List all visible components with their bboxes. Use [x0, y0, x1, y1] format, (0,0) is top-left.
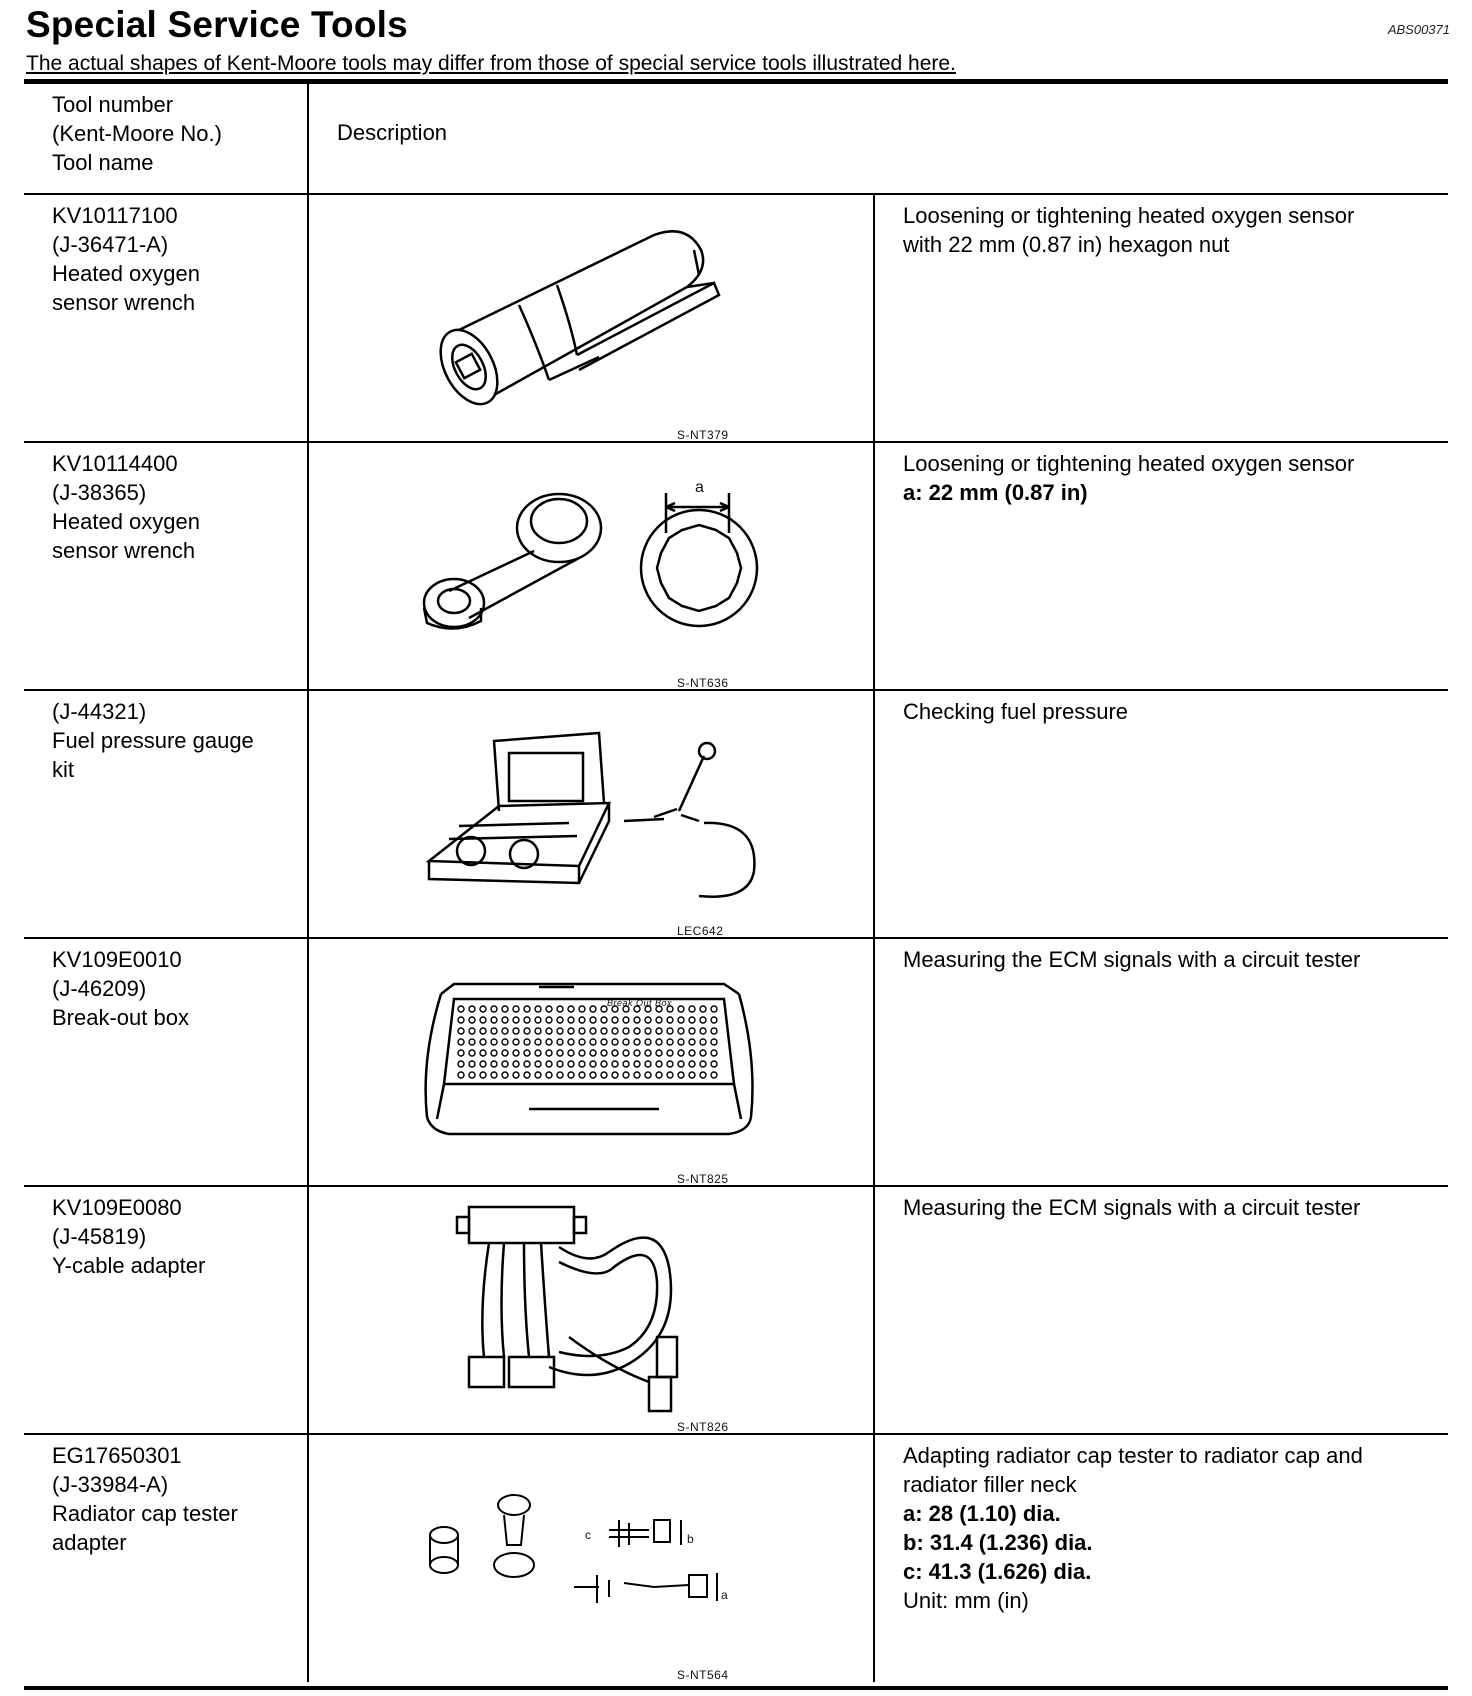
illustration-cell — [308, 690, 874, 938]
pin-hole — [458, 1072, 464, 1078]
pin-hole — [612, 1039, 618, 1045]
pin-hole — [612, 1061, 618, 1067]
ring-wrench-icon — [309, 443, 875, 687]
pin-hole — [612, 1050, 618, 1056]
pin-hole — [689, 1006, 695, 1012]
tool-cell — [24, 442, 308, 690]
pin-hole — [623, 1039, 629, 1045]
bottom-rule — [24, 1686, 1448, 1690]
pin-hole — [711, 1050, 717, 1056]
tool-name: sensor wrench — [52, 290, 196, 315]
image-code: S-NT826 — [677, 1420, 729, 1434]
pin-hole — [601, 1028, 607, 1034]
tool-name: Break-out box — [52, 1005, 189, 1030]
table-row — [24, 1434, 1448, 1682]
pin-hole — [568, 1017, 574, 1023]
pin-hole — [535, 1072, 541, 1078]
pin-hole — [458, 1039, 464, 1045]
pin-hole — [645, 1039, 651, 1045]
description-line: Measuring the ECM signals with a circuit tester — [903, 1195, 1361, 1220]
description-cell — [874, 442, 1448, 690]
tool-name: Radiator cap tester — [52, 1501, 238, 1526]
pin-hole — [689, 1028, 695, 1034]
tool-number: KV109E0080 — [52, 1195, 182, 1220]
pin-hole — [678, 1050, 684, 1056]
pin-hole — [656, 1028, 662, 1034]
pin-hole — [590, 1061, 596, 1067]
dimension-spec: c: 41.3 (1.626) dia. — [903, 1559, 1092, 1584]
pin-hole — [689, 1072, 695, 1078]
description-line: Loosening or tightening heated oxygen sensor — [903, 451, 1355, 476]
dimension-label: a — [695, 479, 705, 496]
pin-hole — [590, 1050, 596, 1056]
pin-hole — [678, 1028, 684, 1034]
pin-hole — [590, 1006, 596, 1012]
pin-hole — [579, 1039, 585, 1045]
pin-hole — [579, 1006, 585, 1012]
pin-hole — [513, 1061, 519, 1067]
pin-hole — [502, 1072, 508, 1078]
pin-hole — [535, 1039, 541, 1045]
pin-hole — [568, 1061, 574, 1067]
pin-hole — [689, 1017, 695, 1023]
tool-cell — [24, 1186, 308, 1434]
pin-hole — [667, 1072, 673, 1078]
pin-hole — [634, 1050, 640, 1056]
pin-hole — [634, 1061, 640, 1067]
pin-hole — [711, 1028, 717, 1034]
pin-hole — [623, 1050, 629, 1056]
pin-hole — [557, 1061, 563, 1067]
pin-hole — [458, 1006, 464, 1012]
pin-hole — [535, 1028, 541, 1034]
tool-cell — [24, 938, 308, 1186]
pin-hole — [546, 1050, 552, 1056]
pin-hole — [524, 1061, 530, 1067]
tool-number: EG17650301 — [52, 1443, 182, 1468]
page-title: Special Service Tools — [26, 4, 408, 45]
break-out-box-icon — [309, 939, 875, 1183]
pin-hole — [700, 1017, 706, 1023]
pin-hole — [480, 1061, 486, 1067]
pin-hole — [469, 1072, 475, 1078]
pin-hole — [524, 1006, 530, 1012]
tool-number: KV10117100 — [52, 203, 178, 228]
pin-hole — [590, 1039, 596, 1045]
pin-hole — [502, 1028, 508, 1034]
pin-hole — [656, 1050, 662, 1056]
pin-hole — [689, 1061, 695, 1067]
pin-hole — [546, 1039, 552, 1045]
pin-hole — [700, 1072, 706, 1078]
cap-adapter-icon — [309, 1435, 875, 1679]
pin-hole — [469, 1006, 475, 1012]
pin-hole — [623, 1072, 629, 1078]
pin-hole — [458, 1028, 464, 1034]
pin-hole — [557, 1039, 563, 1045]
pin-hole — [711, 1006, 717, 1012]
illustration-cell — [308, 938, 874, 1186]
pin-hole — [491, 1039, 497, 1045]
illustration-cell — [308, 1186, 874, 1434]
pin-hole — [469, 1061, 475, 1067]
pin-hole — [667, 1050, 673, 1056]
pin-hole — [491, 1006, 497, 1012]
pin-hole — [689, 1050, 695, 1056]
pin-hole — [513, 1039, 519, 1045]
socket-wrench-icon — [309, 195, 875, 439]
header-description: Description — [308, 84, 1448, 194]
tool-number: KV10114400 — [52, 451, 178, 476]
pin-hole — [469, 1039, 475, 1045]
pin-hole — [513, 1028, 519, 1034]
unit-note: Unit: mm (in) — [903, 1588, 1029, 1613]
pin-hole — [480, 1039, 486, 1045]
pin-hole — [656, 1072, 662, 1078]
illustration-cell — [308, 194, 874, 442]
pin-hole — [601, 1061, 607, 1067]
pin-hole — [700, 1028, 706, 1034]
pin-hole — [634, 1039, 640, 1045]
description-cell — [874, 1434, 1448, 1682]
pin-hole — [568, 1006, 574, 1012]
pin-hole — [601, 1050, 607, 1056]
tool-cell — [24, 690, 308, 938]
header-tool-column — [24, 84, 308, 194]
table-row — [24, 938, 1448, 1186]
pin-hole — [568, 1050, 574, 1056]
table-row — [24, 194, 1448, 442]
dimension-label: b — [687, 1532, 695, 1546]
pin-hole — [590, 1072, 596, 1078]
kent-moore-number: (J-44321) — [52, 699, 147, 724]
kent-moore-number: (J-45819) — [52, 1224, 147, 1249]
pin-hole — [557, 1072, 563, 1078]
kent-moore-number: (J-33984-A) — [52, 1472, 169, 1497]
header-row — [24, 84, 1448, 194]
image-code: S-NT636 — [677, 676, 729, 690]
pin-hole — [700, 1061, 706, 1067]
pin-hole — [579, 1061, 585, 1067]
pin-hole — [502, 1061, 508, 1067]
dimension-label: c — [585, 1528, 592, 1542]
pin-hole — [469, 1050, 475, 1056]
table-row — [24, 690, 1448, 938]
pin-hole — [546, 1061, 552, 1067]
tool-name: adapter — [52, 1530, 127, 1555]
y-cable-icon — [309, 1187, 875, 1431]
kent-moore-number: (J-36471-A) — [52, 232, 169, 257]
pin-grid — [458, 1006, 717, 1078]
pin-hole — [480, 1006, 486, 1012]
table-row — [24, 1186, 1448, 1434]
description-line: Checking fuel pressure — [903, 699, 1129, 724]
pin-hole — [678, 1072, 684, 1078]
pin-hole — [502, 1017, 508, 1023]
pin-hole — [645, 1072, 651, 1078]
tools-table — [24, 84, 1448, 1682]
pin-hole — [513, 1017, 519, 1023]
tool-name: kit — [52, 757, 74, 782]
pin-hole — [711, 1039, 717, 1045]
header-tool-line: (Kent-Moore No.) — [52, 121, 222, 146]
description-cell — [874, 194, 1448, 442]
pin-hole — [546, 1017, 552, 1023]
pin-hole — [480, 1028, 486, 1034]
image-code: S-NT564 — [677, 1668, 729, 1682]
pin-hole — [546, 1072, 552, 1078]
pin-hole — [634, 1072, 640, 1078]
pin-hole — [491, 1050, 497, 1056]
pin-hole — [469, 1017, 475, 1023]
kent-moore-number: (J-46209) — [52, 976, 147, 1001]
pin-hole — [645, 1028, 651, 1034]
pin-hole — [535, 1017, 541, 1023]
dimension-spec: b: 31.4 (1.236) dia. — [903, 1530, 1093, 1555]
pin-hole — [546, 1006, 552, 1012]
pin-hole — [513, 1072, 519, 1078]
pin-hole — [491, 1028, 497, 1034]
pin-hole — [535, 1006, 541, 1012]
pin-hole — [689, 1039, 695, 1045]
pin-hole — [579, 1050, 585, 1056]
pin-hole — [601, 1072, 607, 1078]
pin-hole — [623, 1061, 629, 1067]
pin-hole — [678, 1017, 684, 1023]
dimension-label: a — [721, 1588, 729, 1602]
image-code: LEC642 — [677, 924, 724, 938]
pin-hole — [700, 1039, 706, 1045]
pin-hole — [458, 1017, 464, 1023]
document-code: ABS00371 — [1387, 22, 1450, 37]
pin-hole — [546, 1028, 552, 1034]
pin-hole — [612, 1072, 618, 1078]
pin-hole — [502, 1050, 508, 1056]
pin-hole — [568, 1028, 574, 1034]
pin-hole — [645, 1061, 651, 1067]
pin-hole — [601, 1039, 607, 1045]
pin-hole — [645, 1050, 651, 1056]
tool-name: Heated oxygen — [52, 261, 200, 286]
tool-name: Heated oxygen — [52, 509, 200, 534]
pin-hole — [524, 1050, 530, 1056]
table-row — [24, 442, 1448, 690]
pin-hole — [458, 1061, 464, 1067]
pin-hole — [667, 1028, 673, 1034]
pin-hole — [513, 1006, 519, 1012]
pin-hole — [513, 1050, 519, 1056]
tool-name: Y-cable adapter — [52, 1253, 206, 1278]
tool-name: Fuel pressure gauge — [52, 728, 254, 753]
pin-hole — [491, 1072, 497, 1078]
pin-hole — [590, 1017, 596, 1023]
pin-hole — [557, 1017, 563, 1023]
pin-hole — [524, 1028, 530, 1034]
tool-cell — [24, 194, 308, 442]
pin-hole — [656, 1061, 662, 1067]
pin-hole — [568, 1072, 574, 1078]
kent-moore-number: (J-38365) — [52, 480, 147, 505]
illustration-cell — [308, 1434, 874, 1682]
dimension-spec: a: 22 mm (0.87 in) — [903, 480, 1088, 505]
page-subtitle: The actual shapes of Kent-Moore tools may differ from those of special service tools illustrated here. — [26, 52, 956, 75]
pin-hole — [491, 1017, 497, 1023]
pin-hole — [711, 1072, 717, 1078]
description-line: Adapting radiator cap tester to radiator cap and — [903, 1443, 1363, 1468]
image-code: S-NT379 — [677, 428, 729, 442]
description-line: with 22 mm (0.87 in) hexagon nut — [903, 232, 1230, 257]
pin-hole — [634, 1028, 640, 1034]
pin-hole — [623, 1028, 629, 1034]
pin-hole — [667, 1061, 673, 1067]
pin-hole — [678, 1006, 684, 1012]
tool-name: sensor wrench — [52, 538, 196, 563]
pin-hole — [579, 1072, 585, 1078]
pin-hole — [502, 1039, 508, 1045]
pin-hole — [458, 1050, 464, 1056]
panel-label: Break Out Box — [607, 998, 673, 1008]
pin-hole — [667, 1039, 673, 1045]
description-cell — [874, 1186, 1448, 1434]
pin-hole — [491, 1061, 497, 1067]
pin-hole — [700, 1050, 706, 1056]
pin-hole — [557, 1006, 563, 1012]
pin-hole — [656, 1039, 662, 1045]
pin-hole — [524, 1017, 530, 1023]
pin-hole — [469, 1028, 475, 1034]
pin-hole — [480, 1017, 486, 1023]
pin-hole — [700, 1006, 706, 1012]
header-tool-line: Tool name — [52, 150, 154, 175]
description-line: radiator filler neck — [903, 1472, 1077, 1497]
pin-hole — [535, 1050, 541, 1056]
pin-hole — [557, 1050, 563, 1056]
pin-hole — [480, 1072, 486, 1078]
illustration-cell — [308, 442, 874, 690]
pin-hole — [524, 1072, 530, 1078]
image-code: S-NT825 — [677, 1172, 729, 1186]
pin-hole — [524, 1039, 530, 1045]
pin-hole — [535, 1061, 541, 1067]
header-tool-line: Tool number — [52, 92, 174, 117]
pin-hole — [678, 1061, 684, 1067]
tool-number: KV109E0010 — [52, 947, 182, 972]
pin-hole — [678, 1039, 684, 1045]
pin-hole — [502, 1006, 508, 1012]
description-cell — [874, 690, 1448, 938]
pin-hole — [612, 1028, 618, 1034]
pin-hole — [480, 1050, 486, 1056]
description-line: Loosening or tightening heated oxygen sensor — [903, 203, 1355, 228]
description-line: Measuring the ECM signals with a circuit tester — [903, 947, 1361, 972]
pin-hole — [711, 1017, 717, 1023]
pin-hole — [568, 1039, 574, 1045]
tool-cell — [24, 1434, 308, 1682]
gauge-kit-icon — [309, 691, 875, 935]
description-cell — [874, 938, 1448, 1186]
pin-hole — [711, 1061, 717, 1067]
pin-hole — [590, 1028, 596, 1034]
pin-hole — [579, 1028, 585, 1034]
pin-hole — [579, 1017, 585, 1023]
pin-hole — [557, 1028, 563, 1034]
dimension-spec: a: 28 (1.10) dia. — [903, 1501, 1061, 1526]
